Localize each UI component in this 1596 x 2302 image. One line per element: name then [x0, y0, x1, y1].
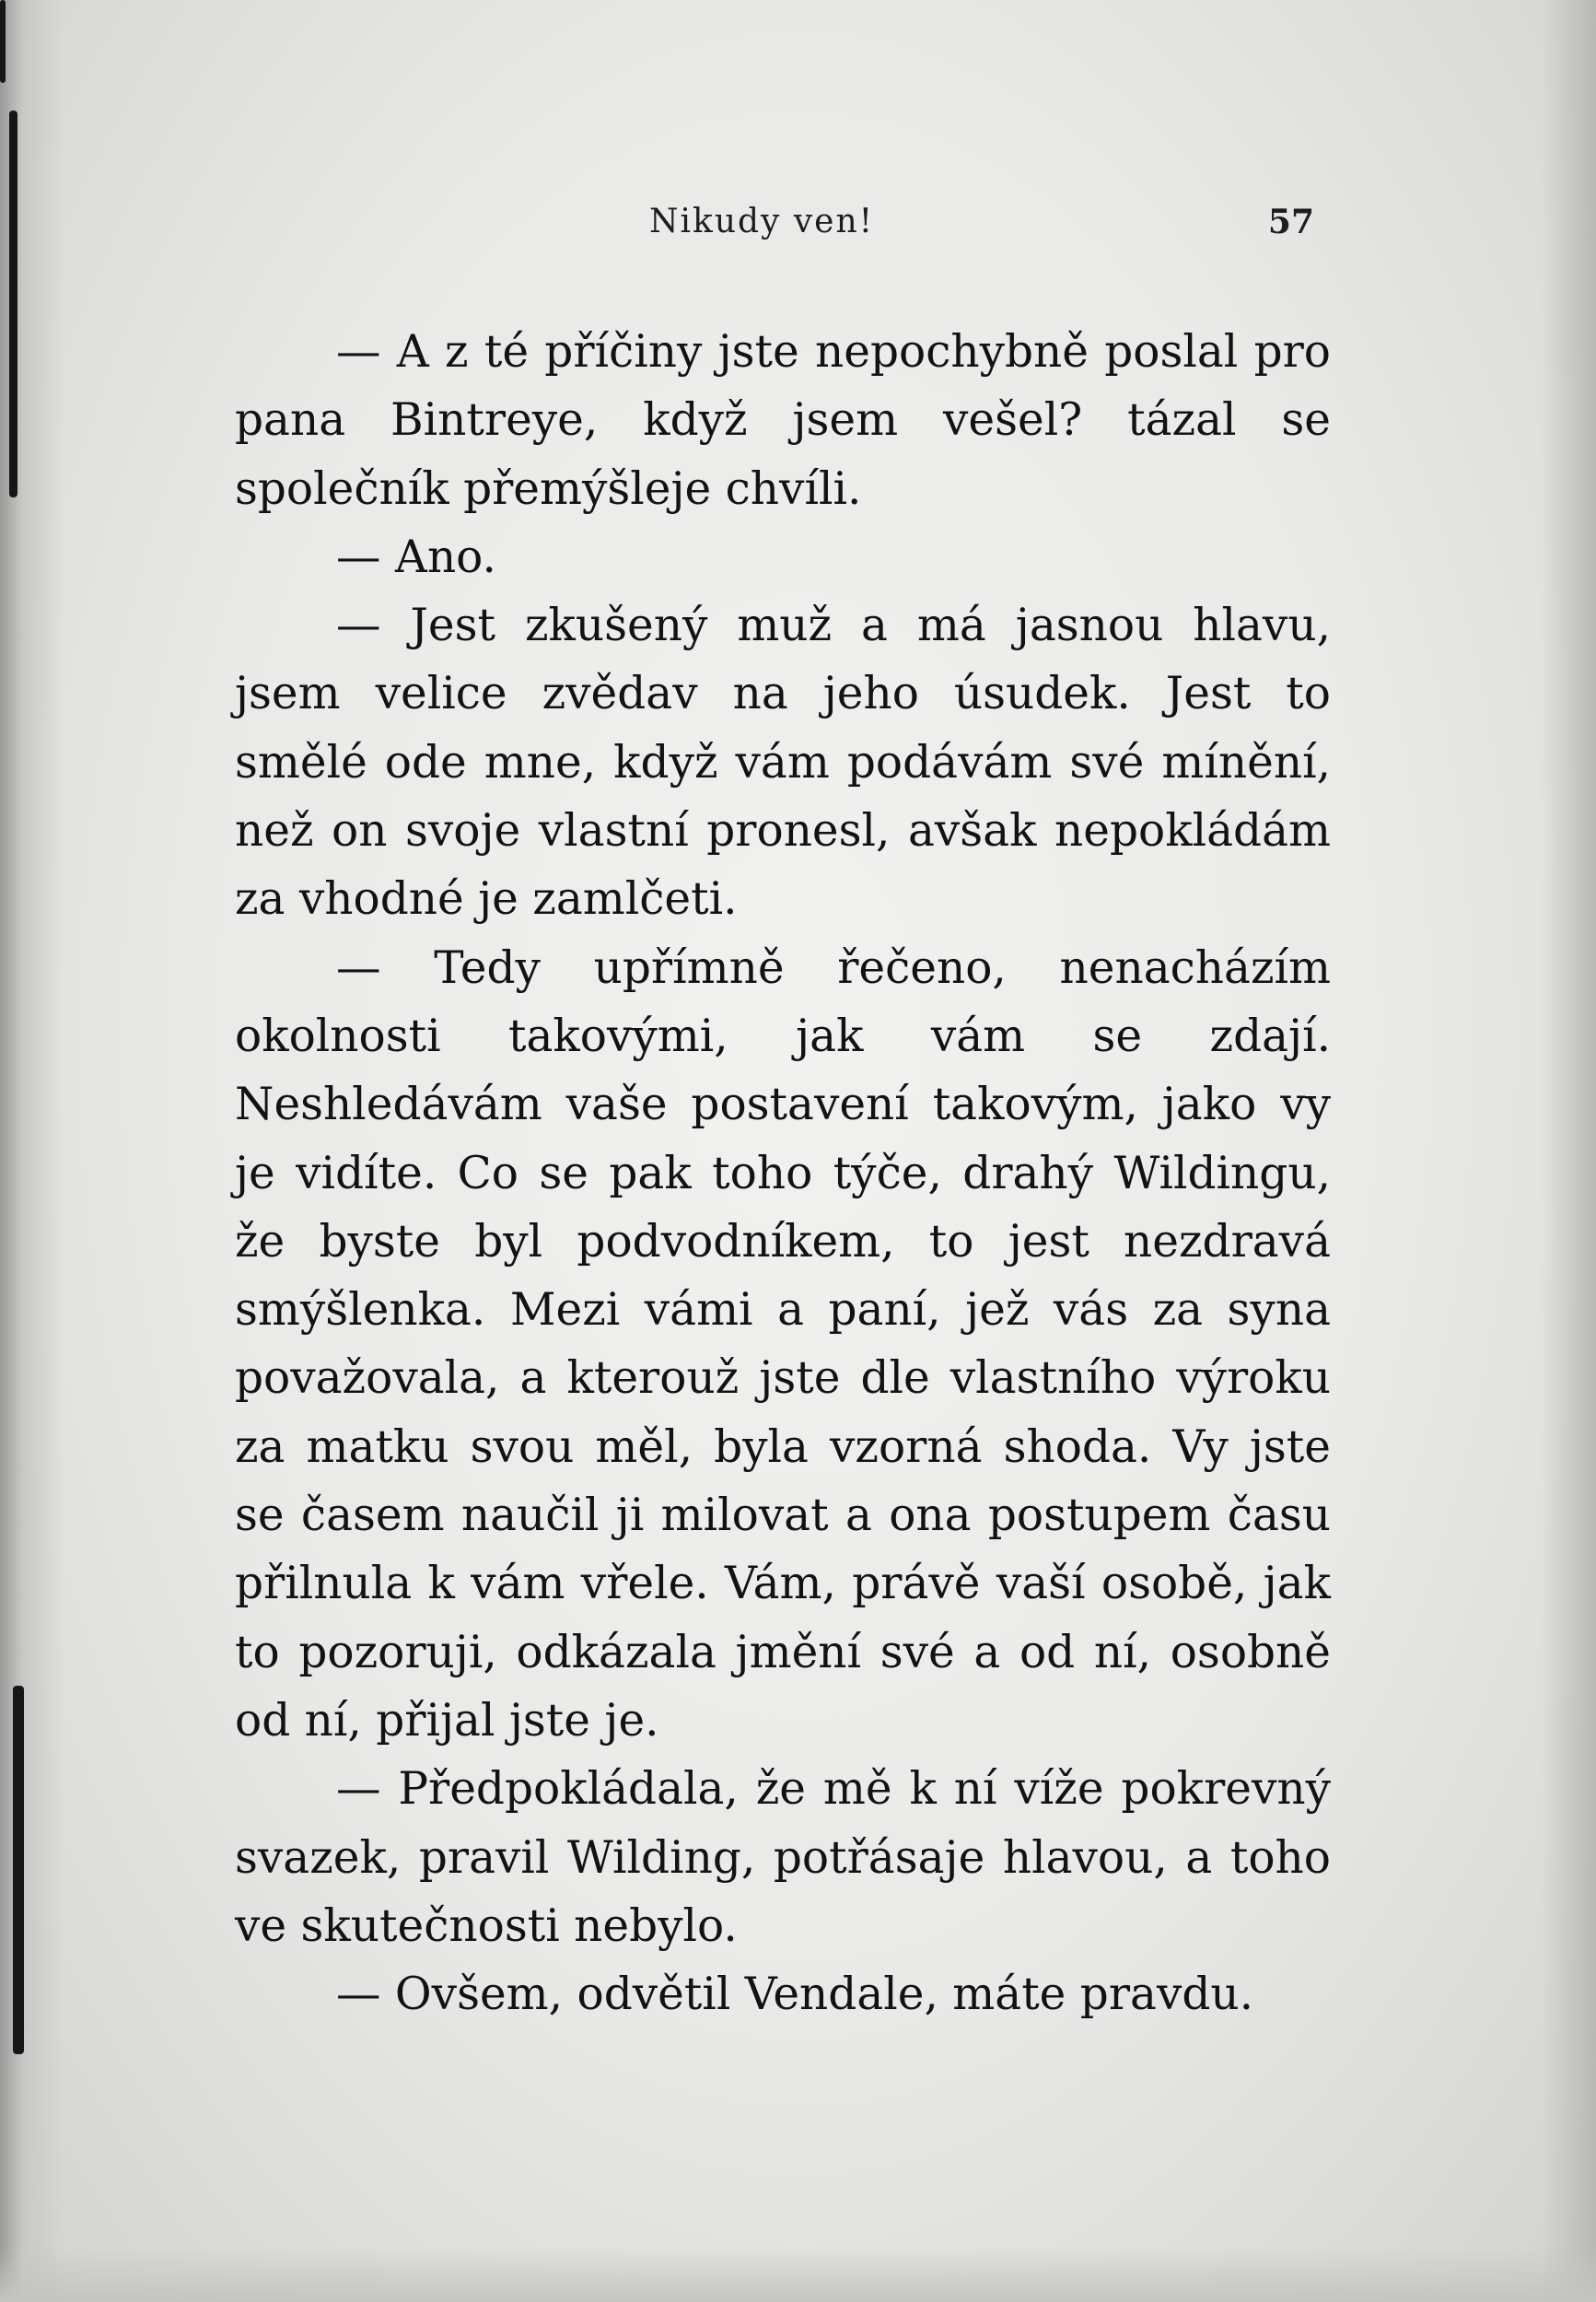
binding-mark: [0, 0, 6, 83]
paragraph: — A z té příčiny jste nepochybně poslal pro pana Bintreye, když jsem vešel? tázal se společník přemýšleje chvíli.: [235, 326, 1331, 515]
paragraph: — Tedy upřímně řečeno, nenacházím okolnosti takovými, jak vám se zdají. Neshledávám vaše postavení takovým, jako vy je vidíte. Co se pak toho týče, drahý Wildingu, že byste byl podvodníkem, to jest nezdravá smýšlenka. Mezi vámi a paní, jež vás za syna považovala, a kterouž jste dle vlastního výroku za matku svou měl, byla vzorná shoda. Vy jste se časem naučil ji milovat a ona postupem času přilnula k vám vřele. Vám, právě vaší osobě, jak to pozoruji, odkázala jmění své a od ní, osobně od ní, přijal jste je.: [235, 941, 1331, 1747]
running-head: [235, 195, 1314, 251]
page-edge-shadow: [0, 2247, 1596, 2302]
paragraph: — Jest zkušený muž a má jasnou hlavu, jsem velice zvědav na jeho úsudek. Jest to smělé ode mne, když vám podávám své mínění, než on svoje vlastní pronesl, avšak nepokládám za vhodné je zamlčeti.: [235, 600, 1331, 926]
page-edge-shadow: [1541, 0, 1596, 2302]
binding-mark: [9, 111, 17, 497]
paragraph: — Předpokládala, že mě k ní víže pokrevný svazek, pravil Wilding, potřásaje hlavou, a toho ve skutečnosti nebylo.: [235, 1763, 1331, 1952]
body-text: [235, 318, 1331, 2028]
page-number: 57: [1267, 203, 1314, 241]
running-title: Nikudy ven!: [649, 203, 875, 240]
binding-mark: [13, 1686, 24, 2054]
paragraph: — Ovšem, odvětil Vendale, máte pravdu.: [336, 1969, 1254, 2021]
paragraph: — Ano.: [336, 531, 496, 583]
